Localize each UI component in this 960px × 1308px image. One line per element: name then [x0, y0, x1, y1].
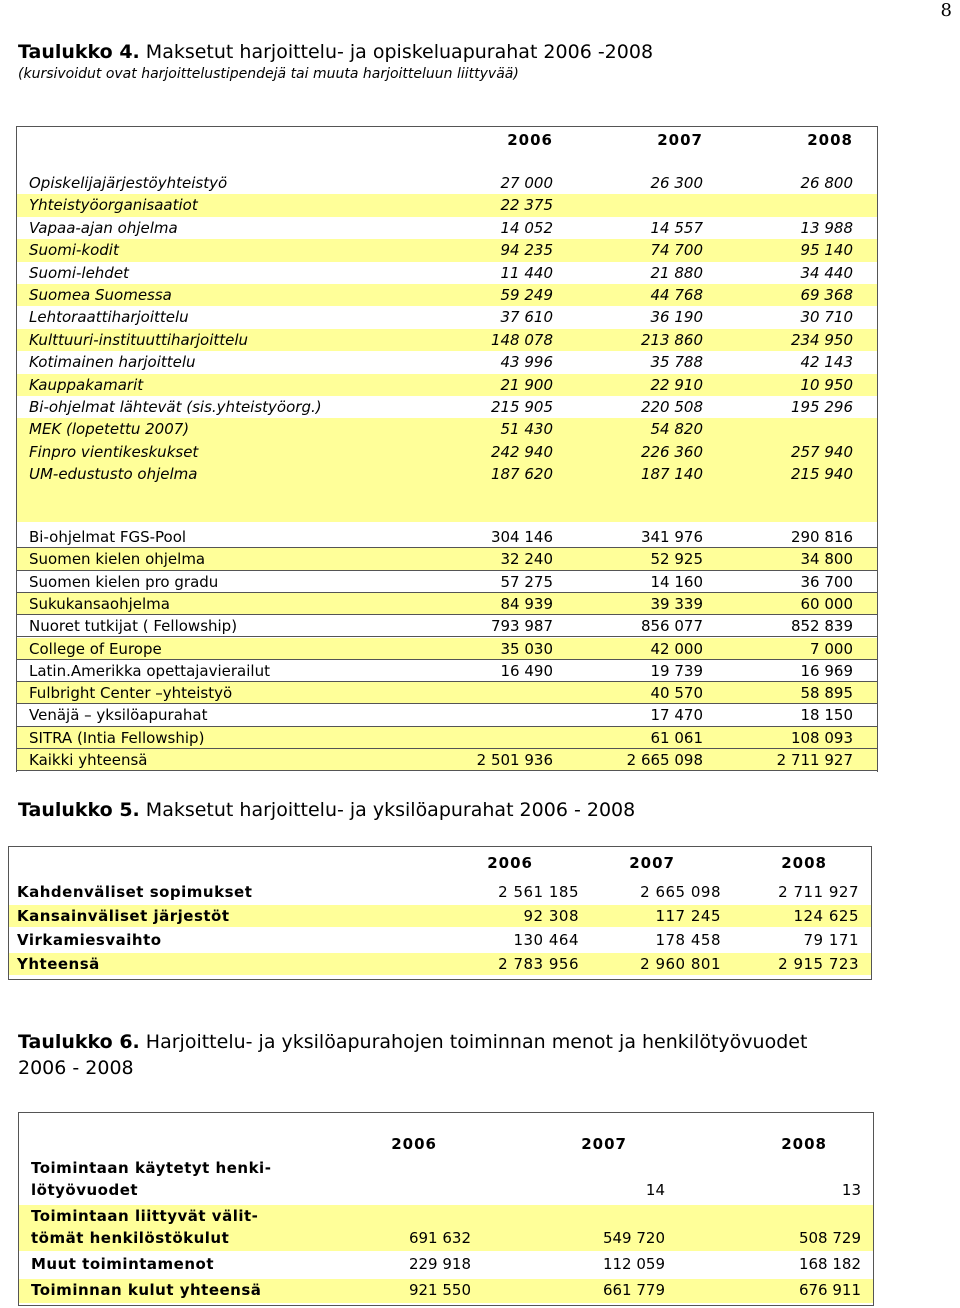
table4 [16, 126, 878, 772]
row-value-2007: 2 665 098 [640, 883, 721, 901]
row-value-2006: 793 987 [490, 617, 553, 636]
row-value-2006: 229 918 [408, 1255, 471, 1273]
row-label: Kulttuuri-instituuttiharjoittelu [29, 330, 249, 349]
row-label: Suomen kielen ohjelma [29, 550, 206, 569]
table-row [17, 284, 877, 306]
table-row [17, 329, 877, 351]
table-row [9, 905, 871, 927]
table-row [17, 593, 877, 615]
row-value-2006: 921 550 [408, 1281, 471, 1299]
row-label: Toimintaan liittyvät välit- [31, 1207, 259, 1225]
row-value-2008: 18 150 [800, 706, 853, 725]
row-label: Yhteistyöorganisaatiot [29, 196, 198, 215]
table5 [8, 846, 872, 980]
row-value-2007: 341 976 [640, 528, 703, 546]
table6-title: Harjoittelu- ja yksilöapurahojen toiminnan menot ja henkilötyövuodet [139, 1031, 808, 1053]
row-value-2007: 14 160 [650, 572, 703, 591]
row-label: Sukukansaohjelma [29, 594, 170, 613]
row-value-2008: 108 093 [790, 728, 853, 747]
row-label: Latin.Amerikka opettajavierailut [29, 661, 270, 680]
row-value-2007: 54 820 [650, 420, 703, 439]
row-label: Kotimainen harjoittelu [29, 353, 196, 372]
table-row [17, 396, 877, 418]
row-value-2007: 42 000 [650, 639, 703, 658]
table-row [17, 239, 877, 261]
table-row [17, 526, 877, 548]
table-row [17, 463, 877, 485]
table5-title-bold: Taulukko 5. [18, 799, 140, 821]
row-label: Suomi-lehdet [29, 263, 129, 282]
row-value-2007: 14 [645, 1181, 665, 1199]
row-value-2006: 35 030 [500, 639, 553, 658]
row-value-2007: 14 557 [650, 218, 703, 237]
row-value-2007: 35 788 [650, 353, 703, 372]
row-value-2007: 2 960 801 [640, 955, 721, 973]
row-label: Nuoret tutkijat ( Fellowship) [29, 617, 238, 636]
row-value-2007: 549 720 [602, 1229, 665, 1247]
row-value-2006: 59 249 [500, 286, 553, 304]
row-value-2008: 195 296 [790, 398, 853, 416]
row-label: MEK (lopetettu 2007) [29, 420, 190, 439]
row-value-2007: 19 739 [650, 661, 703, 680]
row-value-2008: 13 [841, 1181, 861, 1199]
row-value-2007: 61 061 [650, 728, 703, 747]
table-row [17, 727, 877, 749]
row-value-2006: 21 900 [500, 375, 553, 394]
table-row [17, 615, 877, 637]
table-row [17, 749, 877, 771]
row-value-2006: 187 620 [490, 465, 553, 484]
row-value-2006: 37 610 [500, 308, 553, 327]
row-value-2008: 2 915 723 [778, 955, 859, 973]
row-label: UM-edustusto ohjelma [29, 465, 198, 484]
row-value-2007: 36 190 [650, 308, 703, 327]
table-row [19, 1253, 873, 1277]
row-value-2007: 74 700 [650, 241, 703, 260]
header-year-2006: 2006 [487, 854, 533, 872]
table-row [17, 638, 877, 660]
row-label: Lehtoraattiharjoittelu [29, 308, 189, 327]
row-value-2008: 2 711 927 [778, 883, 859, 901]
table5-heading [18, 798, 635, 822]
table-row [17, 172, 877, 194]
row-value-2008: 13 988 [800, 218, 853, 237]
table-row [17, 351, 877, 373]
row-value-2006: 11 440 [500, 263, 553, 282]
row-value-2007: 2 665 098 [626, 751, 703, 769]
table5-title: Maksetut harjoittelu- ja yksilöapurahat 2006 - 2008 [139, 799, 636, 821]
row-value-2008: 26 800 [800, 174, 853, 192]
row-value-2008: 234 950 [790, 330, 853, 349]
row-label: Suomi-kodit [29, 241, 119, 260]
row-value-2007: 22 910 [650, 375, 703, 394]
table-row [17, 682, 877, 704]
row-value-2006: 94 235 [500, 241, 553, 260]
table6-title-bold: Taulukko 6. [18, 1031, 140, 1053]
row-value-2007: 21 880 [650, 263, 703, 282]
header-year-2008: 2008 [807, 131, 853, 149]
row-value-2006: 215 905 [490, 398, 553, 416]
row-value-2008: 95 140 [800, 241, 853, 260]
row-label: Finpro vientikeskukset [29, 442, 199, 461]
row-value-2008: 60 000 [800, 594, 853, 613]
table-row [17, 374, 877, 396]
table-row [17, 418, 877, 440]
table-row [9, 929, 871, 951]
table4-heading [18, 40, 653, 64]
row-value-2007: 39 339 [650, 594, 703, 613]
row-value-2006: 27 000 [500, 174, 553, 192]
header-year-2007: 2007 [581, 1135, 627, 1153]
row-label: Kauppakamarit [29, 375, 144, 394]
row-value-2007: 220 508 [640, 398, 703, 416]
row-value-2006: 32 240 [500, 550, 553, 569]
table6-heading-line2: 2006 - 2008 [18, 1057, 134, 1079]
row-label: Bi-ohjelmat FGS-Pool [29, 528, 187, 546]
row-value-2008: 676 911 [798, 1281, 861, 1299]
row-label: Opiskelijajärjestöyhteistyö [29, 174, 228, 192]
row-label-line2: lötyövuodet [31, 1181, 139, 1199]
row-label: Kansainväliset järjestöt [17, 907, 230, 925]
row-value-2006: 2 501 936 [476, 751, 553, 769]
header-year-2007: 2007 [629, 854, 675, 872]
row-label: Toimintaan käytetyt henki- [31, 1159, 272, 1177]
row-value-2008: 34 440 [800, 263, 853, 282]
row-value-2006: 92 308 [523, 907, 579, 925]
row-value-2008: 42 143 [800, 353, 853, 372]
row-value-2008: 124 625 [793, 907, 859, 925]
row-value-2006: 130 464 [513, 931, 579, 949]
row-value-2008: 36 700 [800, 572, 853, 591]
row-value-2007: 178 458 [655, 931, 721, 949]
row-value-2006: 304 146 [490, 528, 553, 546]
row-value-2008: 79 171 [803, 931, 859, 949]
row-label: Vapaa-ajan ohjelma [29, 218, 178, 237]
row-label: Kahdenväliset sopimukset [17, 883, 253, 901]
table6 [18, 1112, 874, 1306]
table6-header-row [19, 1135, 873, 1157]
row-value-2007: 661 779 [602, 1281, 665, 1299]
row-value-2007: 213 860 [640, 330, 703, 349]
row-label: Kaikki yhteensä [29, 751, 148, 769]
table-row [9, 881, 871, 903]
header-year-2006: 2006 [507, 131, 553, 149]
table-row [9, 953, 871, 975]
row-value-2007: 112 059 [602, 1255, 665, 1273]
table-row [19, 1279, 873, 1303]
row-value-2008: 10 950 [800, 375, 853, 394]
row-value-2007: 856 077 [640, 617, 703, 636]
row-value-2008: 16 969 [800, 661, 853, 680]
row-value-2007: 52 925 [650, 550, 703, 569]
table4-title: Maksetut harjoittelu- ja opiskeluapurahat 2006 -2008 [139, 41, 654, 63]
header-year-2008: 2008 [781, 1135, 827, 1153]
row-value-2006: 2 561 185 [498, 883, 579, 901]
row-value-2007: 17 470 [650, 706, 703, 725]
page-number: 8 [940, 0, 952, 21]
row-value-2008: 508 729 [798, 1229, 861, 1247]
row-value-2006: 51 430 [500, 420, 553, 439]
row-value-2006: 43 996 [500, 353, 553, 372]
row-value-2008: 290 816 [790, 528, 853, 546]
row-value-2008: 69 368 [800, 286, 853, 304]
row-label: College of Europe [29, 639, 162, 658]
row-value-2008: 257 940 [790, 442, 853, 461]
row-value-2006: 84 939 [500, 594, 553, 613]
row-value-2008: 58 895 [800, 684, 853, 703]
row-label: Bi-ohjelmat lähtevät (sis.yhteistyöorg.) [29, 398, 322, 416]
row-value-2007: 226 360 [640, 442, 703, 461]
table4-header-row [17, 131, 877, 153]
row-label: Toiminnan kulut yhteensä [31, 1281, 262, 1299]
row-label: SITRA (Intia Fellowship) [29, 728, 205, 747]
row-value-2007: 40 570 [650, 684, 703, 703]
row-label: Suomea Suomessa [29, 286, 172, 304]
table-row [17, 306, 877, 328]
row-label: Muut toimintamenot [31, 1255, 214, 1273]
table-row [17, 217, 877, 239]
row-value-2008: 7 000 [810, 639, 853, 658]
row-value-2006: 691 632 [408, 1229, 471, 1247]
row-label: Fulbright Center –yhteistyö [29, 684, 233, 703]
row-value-2008: 34 800 [800, 550, 853, 569]
row-label: Venäjä – yksilöapurahat [29, 706, 208, 725]
table-row [19, 1157, 873, 1203]
table-row [17, 262, 877, 284]
row-value-2006: 57 275 [500, 572, 553, 591]
row-value-2006: 242 940 [490, 442, 553, 461]
row-label: Suomen kielen pro gradu [29, 572, 219, 591]
table-row [17, 548, 877, 570]
table-row [17, 660, 877, 682]
header-year-2006: 2006 [391, 1135, 437, 1153]
row-value-2007: 44 768 [650, 286, 703, 304]
table-row [17, 441, 877, 463]
row-value-2006: 22 375 [500, 196, 553, 215]
row-value-2008: 168 182 [798, 1255, 861, 1273]
table4-title-bold: Taulukko 4. [18, 41, 140, 63]
table-row [19, 1205, 873, 1251]
header-year-2007: 2007 [657, 131, 703, 149]
table-row [17, 704, 877, 726]
table-row [17, 194, 877, 216]
row-value-2007: 26 300 [650, 174, 703, 192]
row-value-2006: 2 783 956 [498, 955, 579, 973]
row-value-2006: 148 078 [490, 330, 553, 349]
row-value-2008: 2 711 927 [776, 751, 853, 769]
row-value-2006: 14 052 [500, 218, 553, 237]
row-value-2008: 30 710 [800, 308, 853, 327]
table5-header-row [9, 854, 871, 876]
row-value-2006: 16 490 [500, 661, 553, 680]
table4-subtitle: (kursivoidut ovat harjoittelustipendejä tai muuta harjoitteluun liittyvää) [18, 66, 519, 82]
row-label: Yhteensä [17, 955, 100, 973]
table-row [17, 571, 877, 593]
table6-heading [18, 1030, 807, 1054]
row-value-2008: 852 839 [790, 617, 853, 636]
header-year-2008: 2008 [781, 854, 827, 872]
row-value-2007: 187 140 [640, 465, 703, 484]
row-value-2008: 215 940 [790, 465, 853, 484]
row-value-2007: 117 245 [655, 907, 721, 925]
row-spacer [17, 486, 877, 522]
row-label: Virkamiesvaihto [17, 931, 162, 949]
row-label-line2: tömät henkilöstökulut [31, 1229, 230, 1247]
